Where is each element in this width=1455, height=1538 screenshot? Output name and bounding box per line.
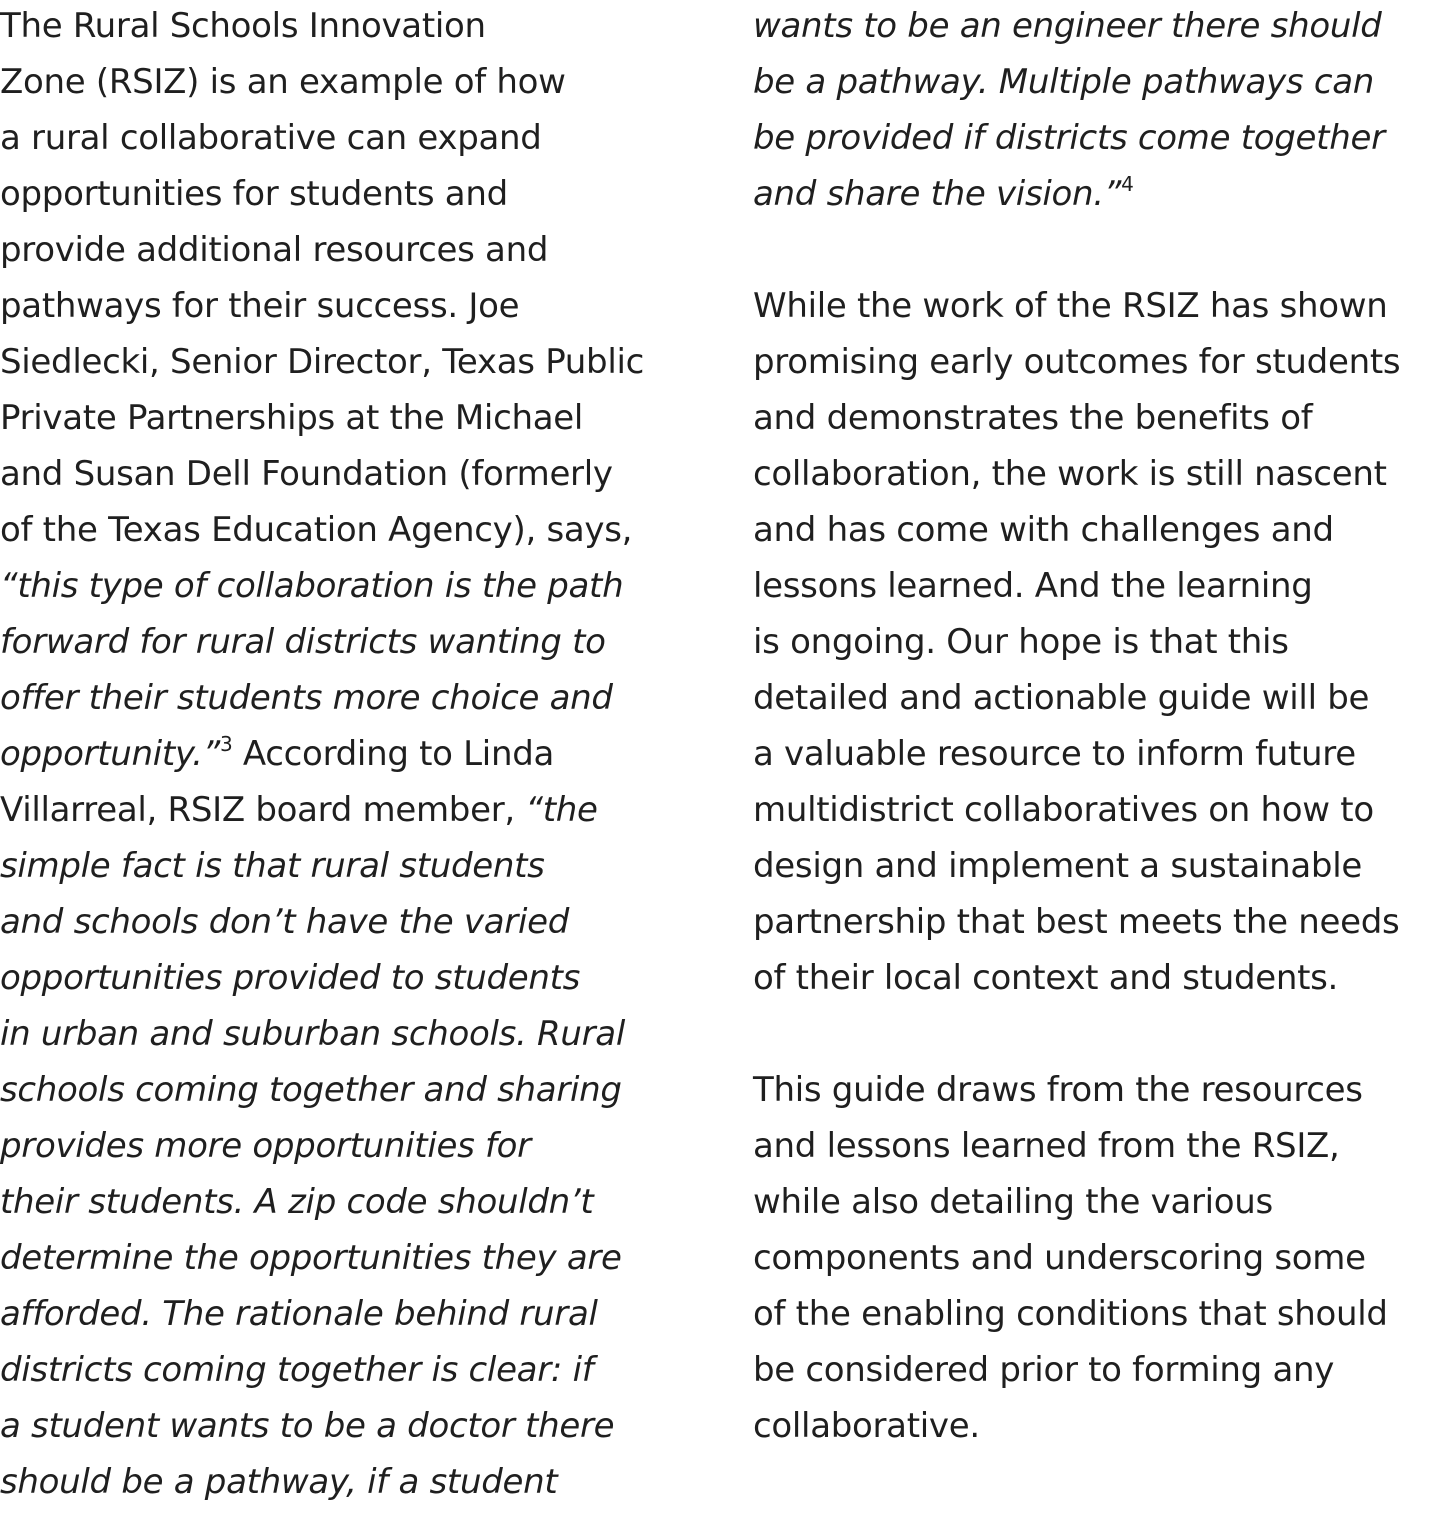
- text-line: collaborative.: [753, 1406, 980, 1446]
- quote-text: their students. A zip code shouldn’t: [0, 1182, 594, 1222]
- quote-text: opportunities provided to students: [0, 958, 581, 998]
- quote-line: [0, 894, 740, 950]
- quote-text: afforded. The rationale behind rural: [0, 1294, 598, 1334]
- quote-line: [0, 1118, 740, 1174]
- text-line: a rural collaborative can expand: [0, 118, 542, 158]
- quote-text: a student wants to be a doctor there: [0, 1406, 615, 1446]
- text-fragment: According to Linda: [232, 734, 555, 774]
- text-line: collaboration, the work is still nascent: [753, 454, 1387, 494]
- text-line: promising early outcomes for students: [753, 342, 1401, 382]
- text-line: lessons learned. And the learning: [753, 566, 1313, 606]
- quote-text: provides more opportunities for: [0, 1126, 531, 1166]
- paragraph-gap: [753, 1006, 1453, 1062]
- quote-line: [0, 1286, 740, 1342]
- quote-line: [0, 1398, 740, 1454]
- quote-line: [0, 950, 740, 1006]
- text-line: provide additional resources and: [0, 230, 549, 270]
- text-line: design and implement a sustainable: [753, 846, 1362, 886]
- quote-line: [0, 1062, 740, 1118]
- text-line: detailed and actionable guide will be: [753, 678, 1370, 718]
- quote-line: [0, 614, 740, 670]
- text-line: The Rural Schools Innovation: [0, 6, 486, 46]
- quote-text: be a pathway. Multiple pathways can: [753, 62, 1375, 102]
- text-line: multidistrict collaboratives on how to: [753, 790, 1374, 830]
- quote-text: and share the vision.”: [753, 174, 1122, 214]
- quote-text: simple fact is that rural students: [0, 846, 545, 886]
- quote-line: [0, 670, 740, 726]
- quote-line: [753, 0, 1453, 54]
- quote-text: wants to be an engineer there should: [753, 6, 1382, 46]
- text-line: partnership that best meets the needs: [753, 902, 1400, 942]
- quote-text: offer their students more choice and: [0, 678, 613, 718]
- quote-text: “the: [525, 790, 598, 830]
- text-line: of their local context and students.: [753, 958, 1339, 998]
- quote-text: opportunity.”: [0, 734, 220, 774]
- quote-text: determine the opportunities they are: [0, 1238, 622, 1278]
- mixed-line: [0, 726, 740, 782]
- footnote-marker[interactable]: 4: [1121, 171, 1134, 196]
- footnote-marker[interactable]: 3: [219, 731, 233, 756]
- text-line: opportunities for students and: [0, 174, 508, 214]
- text-line: and Susan Dell Foundation (formerly: [0, 454, 613, 494]
- paragraph-gap: [753, 222, 1453, 278]
- text-line: Siedlecki, Senior Director, Texas Public: [0, 342, 645, 382]
- quote-text: forward for rural districts wanting to: [0, 622, 606, 662]
- text-line: This guide draws from the resources: [753, 1070, 1363, 1110]
- left-column: [0, 0, 740, 1510]
- text-line: and demonstrates the benefits of: [753, 398, 1313, 438]
- mixed-line: [0, 782, 740, 838]
- quote-text: be provided if districts come together: [753, 118, 1385, 158]
- text-line: While the work of the RSIZ has shown: [753, 286, 1388, 326]
- text-line: and lessons learned from the RSIZ,: [753, 1126, 1340, 1166]
- quote-line: [0, 558, 740, 614]
- quote-line: [753, 166, 1453, 222]
- quote-line: [0, 1230, 740, 1286]
- text-line: is ongoing. Our hope is that this: [753, 622, 1289, 662]
- text-line: components and underscoring some: [753, 1238, 1366, 1278]
- text-line: of the enabling conditions that should: [753, 1294, 1388, 1334]
- quote-text: districts coming together is clear: if: [0, 1350, 594, 1390]
- quote-line: [0, 1342, 740, 1398]
- quote-line: [0, 1006, 740, 1062]
- quote-text: schools coming together and sharing: [0, 1070, 622, 1110]
- text-line: Private Partnerships at the Michael: [0, 398, 584, 438]
- text-line: while also detailing the various: [753, 1182, 1273, 1222]
- text-fragment: Villarreal, RSIZ board member,: [0, 790, 526, 830]
- text-line: a valuable resource to inform future: [753, 734, 1356, 774]
- quote-text: and schools don’t have the varied: [0, 902, 569, 942]
- quote-line: [0, 1454, 740, 1510]
- quote-text: should be a pathway, if a student: [0, 1462, 558, 1502]
- quote-line: [0, 1174, 740, 1230]
- text-line: pathways for their success. Joe: [0, 286, 520, 326]
- text-line: and has come with challenges and: [753, 510, 1334, 550]
- right-column: [753, 0, 1453, 1454]
- text-line: Zone (RSIZ) is an example of how: [0, 62, 566, 102]
- text-line: be considered prior to forming any: [753, 1350, 1335, 1390]
- quote-text: “this type of collaboration is the path: [0, 566, 624, 606]
- quote-line: [753, 110, 1453, 166]
- quote-text: in urban and suburban schools. Rural: [0, 1014, 625, 1054]
- quote-line: [0, 838, 740, 894]
- quote-line: [753, 54, 1453, 110]
- text-line: of the Texas Education Agency), says,: [0, 510, 633, 550]
